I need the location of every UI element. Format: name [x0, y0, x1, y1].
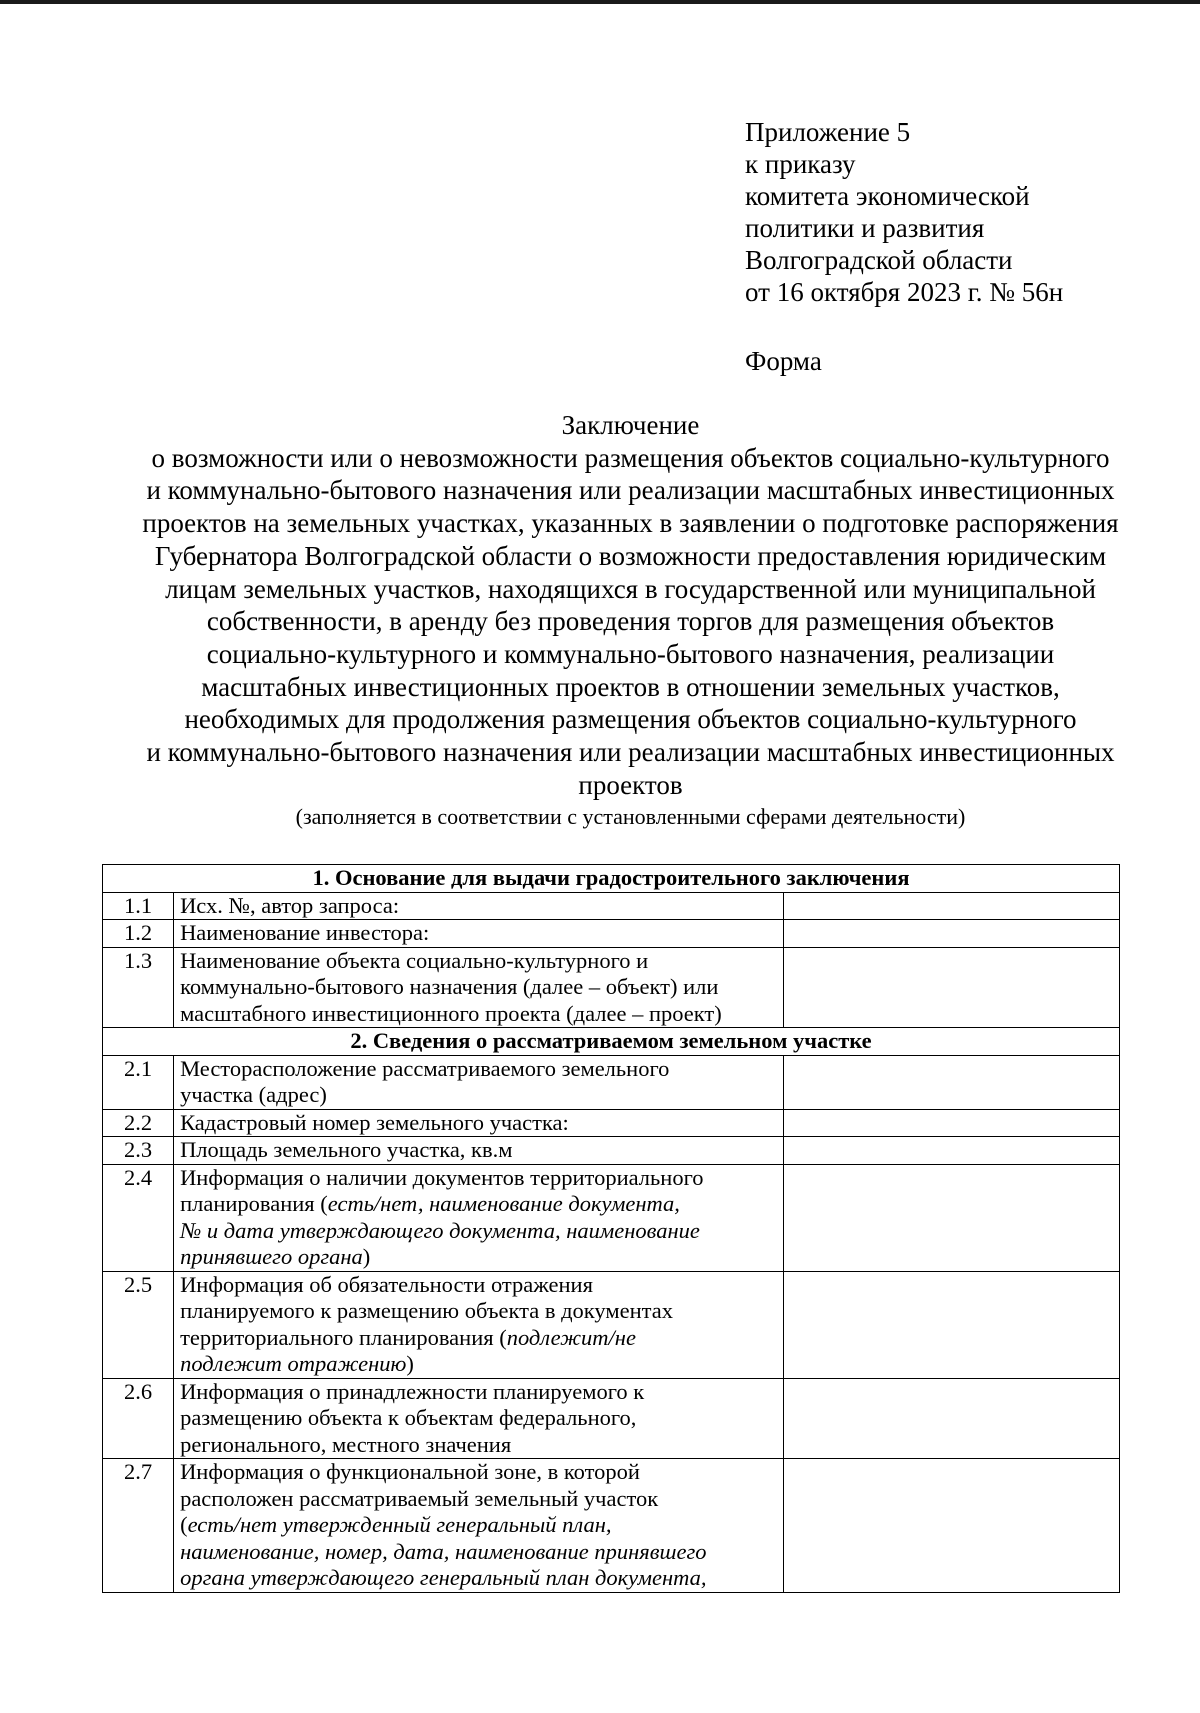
annex-line: Приложение 5 [745, 117, 911, 147]
row-number: 2.5 [103, 1271, 174, 1378]
annex-line: к приказу [745, 149, 856, 179]
annex-block [745, 116, 1063, 308]
table-row [103, 1271, 1120, 1378]
table-row [103, 1164, 1120, 1271]
row-value-cell[interactable] [783, 1109, 1119, 1137]
row-description: Наименование инвестора: [174, 920, 784, 948]
heading-line: социально-культурного и коммунально-бытового назначения, реализации [206, 638, 1055, 669]
heading-line: масштабных инвестиционных проектов в отношении земельных участков, [201, 671, 1060, 702]
row-value-cell[interactable] [783, 1271, 1119, 1378]
row-description: Площадь земельного участка, кв.м [174, 1137, 784, 1165]
row-description: Месторасположение рассматриваемого земельного участка (адрес) [174, 1055, 784, 1109]
heading-line: проектов на земельных участках, указанных в заявлении о подготовке распоряжения [142, 508, 1119, 539]
table-row [103, 947, 1120, 1028]
heading-title: Заключение [561, 410, 700, 440]
table-row [103, 1137, 1120, 1165]
row-description: Информация об обязательности отражения планируемого к размещению объекта в документах территориального планирования (подлежит/не подлежит отражению) [174, 1271, 784, 1378]
row-description: Наименование объекта социально-культурного и коммунально-бытового назначения (далее – объект) или масштабного инвестиционного проекта (далее – проект) [174, 947, 784, 1028]
row-number: 1.3 [103, 947, 174, 1028]
row-description: Информация о наличии документов территориального планирования (есть/нет, наименование документа, № и дата утверждающего документа, наименование принявшего органа) [174, 1164, 784, 1271]
row-value-cell[interactable] [783, 947, 1119, 1028]
section-header-2 [103, 1028, 1120, 1056]
heading-line: лицам земельных участков, находящихся в государственной или муниципальной [165, 573, 1096, 604]
row-value-cell[interactable] [783, 1164, 1119, 1271]
form-label: Форма [745, 346, 822, 376]
heading-line: собственности, в аренду без проведения торгов для размещения объектов [206, 606, 1055, 637]
table-row [103, 892, 1120, 920]
document-heading [80, 409, 1181, 801]
annex-line: политики и развития [745, 213, 985, 243]
row-number: 2.7 [103, 1459, 174, 1593]
table-row [103, 1378, 1120, 1459]
table-row [103, 1109, 1120, 1137]
section-header-1 [103, 865, 1120, 893]
row-description: Исх. №, автор запроса: [174, 892, 784, 920]
row-value-cell[interactable] [783, 1055, 1119, 1109]
row-value-cell[interactable] [783, 1378, 1119, 1459]
heading-line: необходимых для продолжения размещения объектов социально-культурного [184, 704, 1077, 735]
annex-line: от 16 октября 2023 г. № 56н [745, 277, 1064, 307]
heading-line: и коммунально-бытового назначения или реализации масштабных инвестиционных [146, 475, 1115, 506]
section-title: 2. Сведения о рассматриваемом земельном участке [103, 1028, 1120, 1056]
table-row [103, 1055, 1120, 1109]
row-value-cell[interactable] [783, 892, 1119, 920]
row-description: Информация о функциональной зоне, в которой расположен рассматриваемый земельный участок (есть/нет утвержденный генеральный план, наименование, номер, дата, наименование принявшего органа утверждающего генеральный план документа, [174, 1459, 784, 1593]
row-description: Кадастровый номер земельного участка: [174, 1109, 784, 1137]
annex-line: Волгоградской области [745, 245, 1013, 275]
row-value-cell[interactable] [783, 920, 1119, 948]
row-number: 1.2 [103, 920, 174, 948]
table-row [103, 920, 1120, 948]
row-number: 2.2 [103, 1109, 174, 1137]
heading-line: проектов [578, 769, 683, 800]
table-row [103, 1459, 1120, 1593]
row-number: 2.4 [103, 1164, 174, 1271]
heading-line: и коммунально-бытового назначения или реализации масштабных инвестиционных [146, 737, 1115, 768]
scan-top-edge [0, 0, 1200, 4]
annex-line: комитета экономической [745, 181, 1030, 211]
section-title: 1. Основание для выдачи градостроительного заключения [103, 865, 1120, 893]
row-value-cell[interactable] [783, 1137, 1119, 1165]
row-number: 2.6 [103, 1378, 174, 1459]
conclusion-table [102, 864, 1120, 1593]
heading-line: Губернатора Волгоградской области о возможности предоставления юридическим [154, 540, 1107, 571]
row-value-cell[interactable] [783, 1459, 1119, 1593]
row-number: 1.1 [103, 892, 174, 920]
row-number: 2.1 [103, 1055, 174, 1109]
heading-line: о возможности или о невозможности размещения объектов социально-культурного [151, 442, 1110, 473]
fill-note: (заполняется в соответствии с установленными сферами деятельности) [295, 804, 966, 829]
row-number: 2.3 [103, 1137, 174, 1165]
row-description: Информация о принадлежности планируемого к размещению объекта к объектам федерального, регионального, местного значения [174, 1378, 784, 1459]
